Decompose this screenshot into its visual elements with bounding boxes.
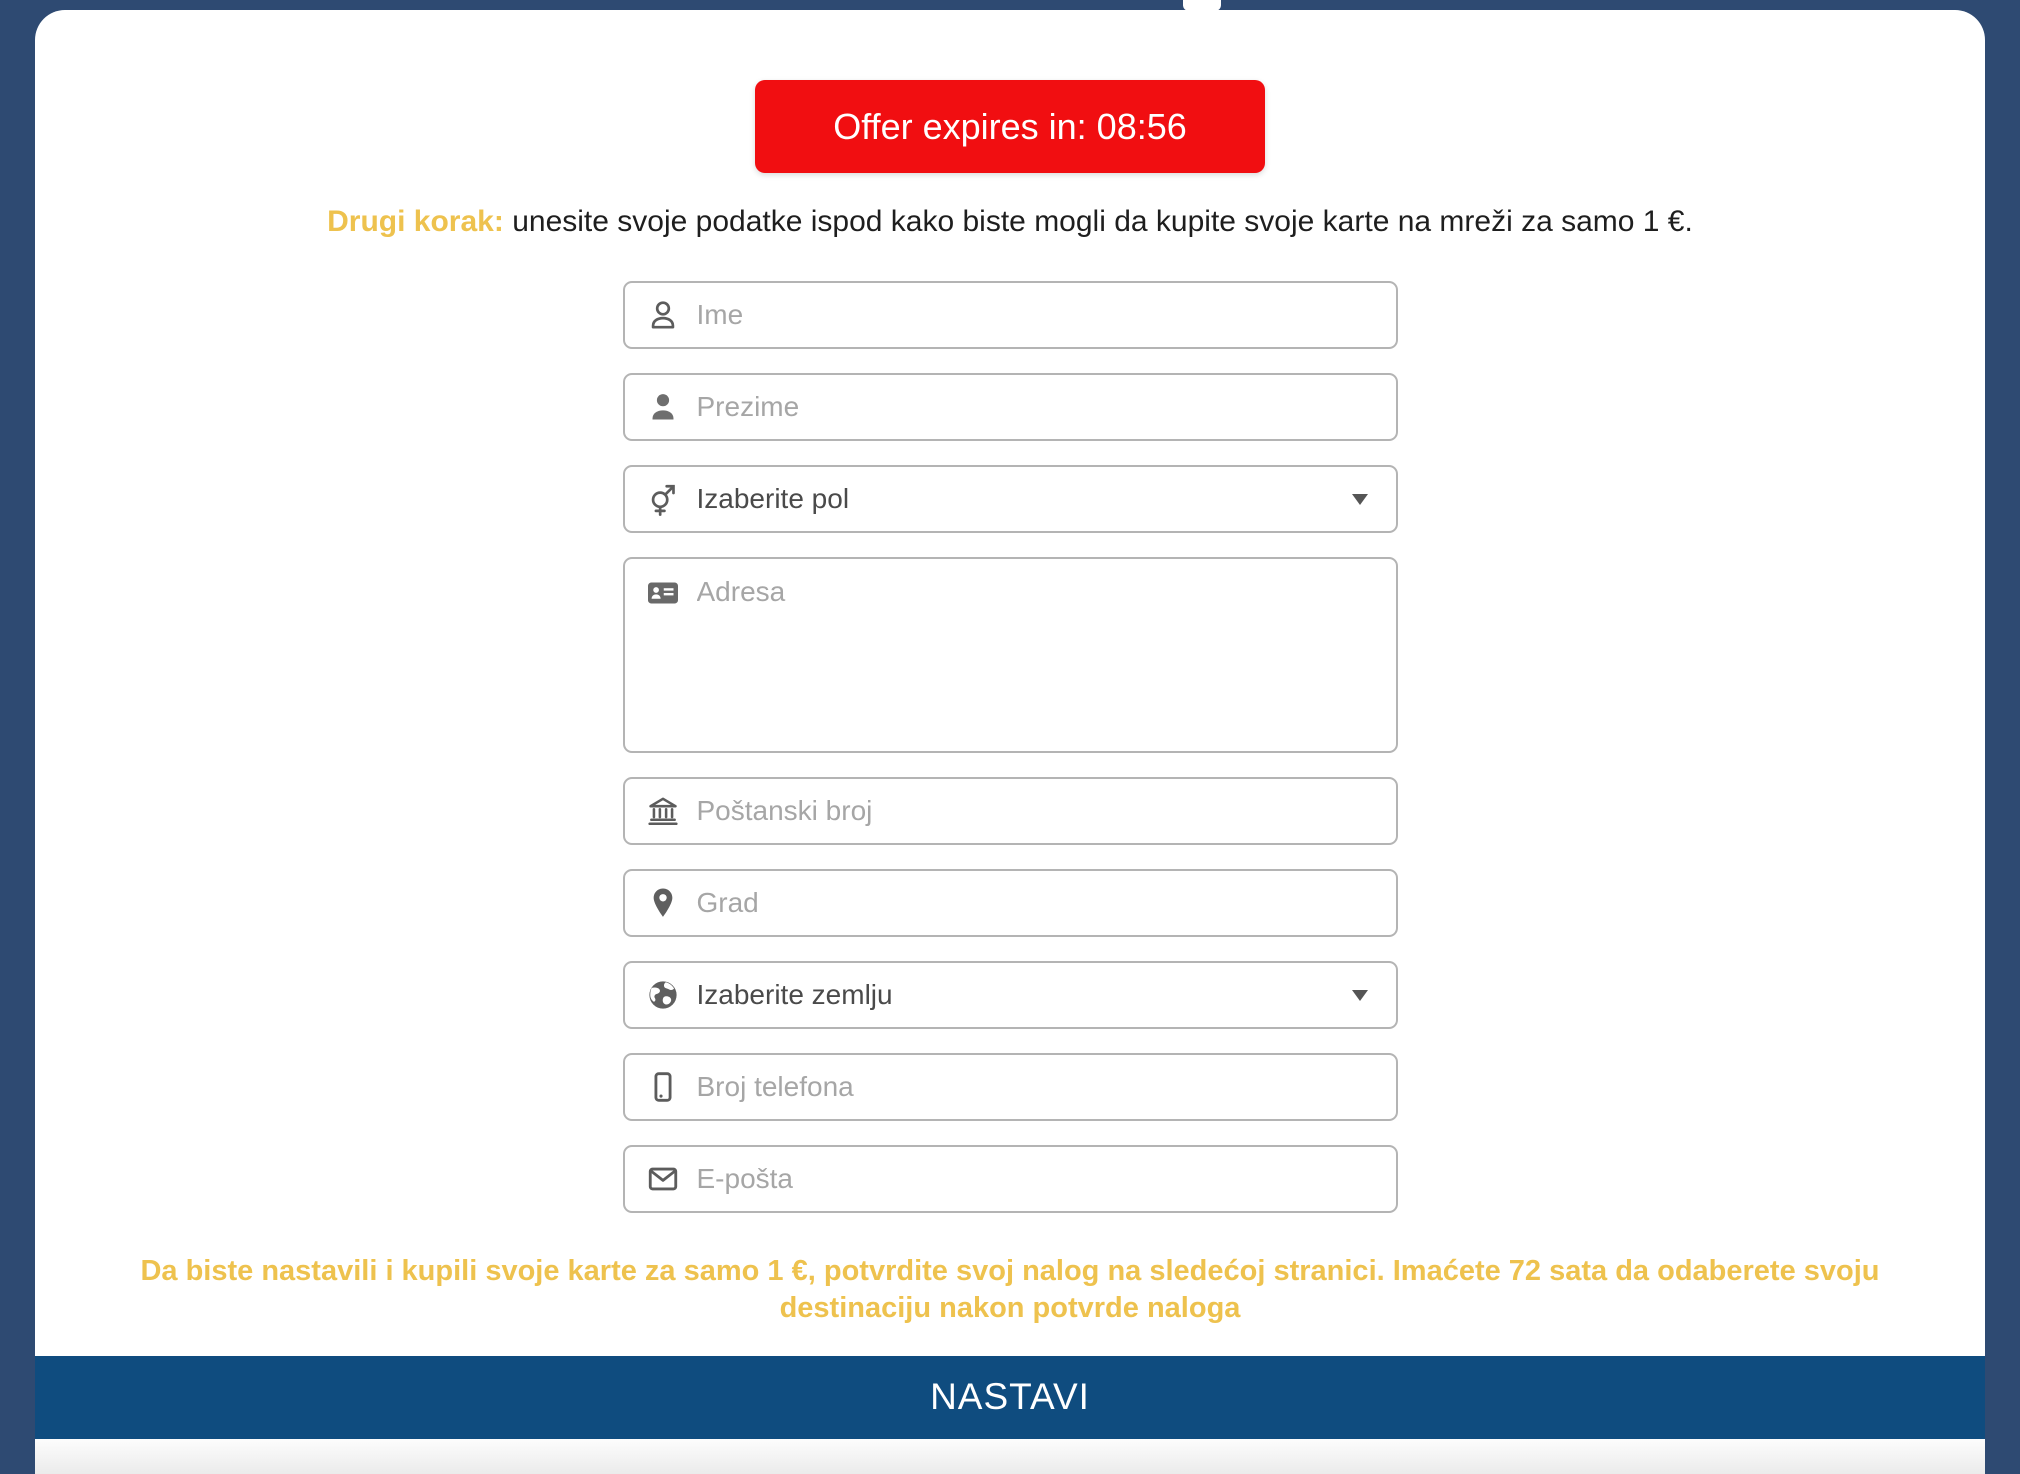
step-instruction-text: unesite svoje podatke ispod kako biste mogli da kupite svoje karte na mreži za samo 1 €. [503,205,1693,238]
email-input[interactable] [697,1163,1376,1195]
city-input[interactable] [697,887,1376,919]
postal-code-field[interactable] [623,777,1398,845]
first-name-field[interactable] [623,281,1398,349]
last-name-field[interactable] [623,373,1398,441]
phone-input[interactable] [697,1071,1376,1103]
last-name-input[interactable] [697,391,1376,423]
person-outline-icon [645,297,681,333]
offer-countdown-banner [755,80,1265,173]
map-pin-icon [645,885,681,921]
bank-icon [645,793,681,829]
phone-field[interactable] [623,1053,1398,1121]
country-select[interactable] [623,961,1398,1029]
globe-icon [645,977,681,1013]
id-card-icon [645,575,681,611]
signup-form [623,281,1398,1237]
step-label: Drugi korak: [327,205,504,238]
offer-countdown-text: Offer expires in: 08:56 [833,105,1187,147]
first-name-input[interactable] [697,299,1376,331]
country-select-value: Izaberite zemlju [696,978,893,1010]
chevron-down-icon [1352,494,1368,505]
continue-button[interactable]: NASTAVI [35,1356,1985,1439]
gender-icon [645,481,681,517]
gender-select[interactable] [623,465,1398,533]
signup-card [35,10,1985,1474]
gender-select-value: Izaberite pol [696,482,850,514]
chevron-down-icon [1352,990,1368,1001]
address-field[interactable] [623,557,1398,753]
envelope-icon [645,1161,681,1197]
email-field[interactable] [623,1145,1398,1213]
confirmation-note: Da biste nastavili i kupili svoje karte za samo 1 €, potvrdite svoj nalog na sledećoj stranici. Imaćete 72 sata da odaberete svoju destinaciju nakon potvrde naloga [140,1254,1880,1325]
city-field[interactable] [623,869,1398,937]
step-instruction [327,203,1693,241]
person-filled-icon [645,389,681,425]
mobile-phone-icon [645,1069,681,1105]
postal-code-input[interactable] [697,795,1376,827]
bottom-strip [35,1439,1985,1474]
address-textarea[interactable] [697,575,1376,735]
